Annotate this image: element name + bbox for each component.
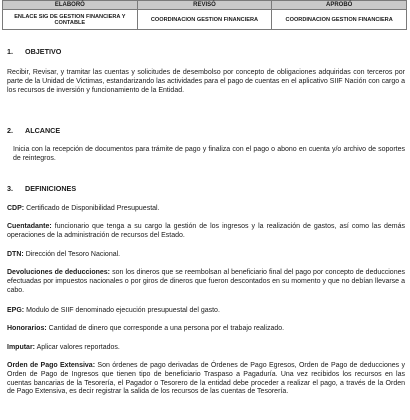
- approval-table: [2, 0, 407, 30]
- cell-reviso: COORDINACION GESTION FINANCIERA: [137, 10, 272, 30]
- section-heading-alcance: [7, 126, 60, 135]
- cell-elaboro: ENLACE SIG DE GESTION FINANCIERA Y CONTABLE: [3, 10, 138, 30]
- alcance-text: Inicia con la recepción de documentos para trámite de pago y finaliza con el pago o abono en cuenta y/o archivo de soportes de reintegros.: [13, 146, 405, 162]
- section-title: OBJETIVO: [25, 47, 62, 56]
- definition-term: Imputar: [7, 344, 33, 351]
- definition-term: Cuentadante: [7, 223, 50, 230]
- definition-text: Modulo de SIIF denominado ejecución presupuestal del gasto.: [26, 307, 220, 314]
- definition-text: Certificado de Disponibilidad Presupuestal.: [26, 205, 160, 212]
- definition-item: EPG: Modulo de SIIF denominado ejecución presupuestal del gasto.: [7, 307, 220, 314]
- definition-item: Orden de Pago Extensiva: Son órdenes de pago derivadas de Órdenes de Pago Egresos, Orden de Pago de deducciones y Orden de Pago de Ingresos que tienen tipo de beneficiario Traspaso a Pagaduría. Una vez recibidos los recursos en las cuentas bancarias de la Tesorería, el Pagador o Tesorero de la entidad debe proceder a realizar el pago, a través de la Orden de Pago Extensiva, es decir registrar la salida de los recursos de las cuentas de Tesorería.: [7, 362, 405, 396]
- definition-term: DTN: [7, 251, 22, 258]
- definition-term: EPG: [7, 307, 22, 314]
- definition-item: Honorarios: Cantidad de dinero que corresponde a una persona por el trabajo realizado.: [7, 325, 285, 332]
- definition-text: Dirección del Tesoro Nacional.: [25, 251, 121, 258]
- definition-item: Devoluciones de deducciones: son los dineros que se reembolsan al beneficiario final del pago por concepto de deducciones efectuadas por impuestos nacionales o por giros de dineros que fueron descontados en su momento y que no debían llevarse a cabo.: [7, 269, 405, 294]
- definition-item: CDP: Certificado de Disponibilidad Presupuestal.: [7, 205, 160, 212]
- definition-item: Imputar: Aplicar valores reportados.: [7, 344, 120, 351]
- definition-term: Orden de Pago Extensiva: [7, 362, 93, 369]
- definition-text: Cantidad de dinero que corresponde a una persona por el trabajo realizado.: [48, 325, 285, 332]
- header-reviso: REVISÓ: [137, 1, 272, 10]
- objetivo-text: Recibir, Revisar, y tramitar las cuentas y solicitudes de desembolso por concepto de obligaciones adquiridas con terceros por parte de la Unidad de Victimas, estandarizando las actividades para el pago de cuentas en el aplicativo SIIF Nación con cargo a los recursos de inversión y funcionamiento de la Entidad.: [7, 69, 405, 94]
- header-elaboro: ELABORÓ: [3, 1, 138, 10]
- definition-text: son los dineros que se reembolsan al beneficiario final del pago por concepto de deducciones efectuadas por impuestos nacionales o por giros de dineros que fueron descontados en su momento y que no debían llevarse a cabo.: [7, 269, 405, 294]
- section-heading-objetivo: [7, 47, 61, 56]
- section-title: DEFINICIONES: [25, 184, 77, 193]
- header-aprobo: APROBÓ: [272, 1, 407, 10]
- definition-text: Aplicar valores reportados.: [36, 344, 120, 351]
- section-heading-definiciones: [7, 184, 76, 193]
- definition-text: funcionario que tenga a su cargo la gestión de los ingresos y la realización de gastos, así como las demás operaciones de la administración de recursos del Estado.: [7, 223, 405, 239]
- definition-term: Honorarios: [7, 325, 45, 332]
- approval-table-row: [3, 10, 407, 30]
- approval-table-header: [3, 1, 407, 10]
- section-number: 1.: [7, 47, 13, 56]
- definition-term: CDP: [7, 205, 22, 212]
- section-title: ALCANCE: [25, 126, 61, 135]
- cell-aprobo: COORDINACION GESTION FINANCIERA: [272, 10, 407, 30]
- definition-text: Son órdenes de pago derivadas de Órdenes de Pago Egresos, Orden de Pago de deducciones y Orden de Pago de Ingresos que tienen tipo de beneficiario Traspaso a Pagaduría. Una vez recibidos los recursos en las cuentas bancarias de la Tesorería, el Pagador o Tesorero de la entidad debe proceder a realizar el pago, a través de la Orden de Pago Extensiva, es decir registrar la salida de los recursos de las cuentas de Tesorería.: [7, 362, 405, 396]
- section-number: 3.: [7, 184, 13, 193]
- definition-item: Cuentadante: funcionario que tenga a su cargo la gestión de los ingresos y la realización de gastos, así como las demás operaciones de la administración de recursos del Estado.: [7, 223, 405, 239]
- definition-term: Devoluciones de deducciones: [7, 269, 108, 276]
- section-number: 2.: [7, 126, 13, 135]
- definition-item: DTN: Dirección del Tesoro Nacional.: [7, 251, 121, 258]
